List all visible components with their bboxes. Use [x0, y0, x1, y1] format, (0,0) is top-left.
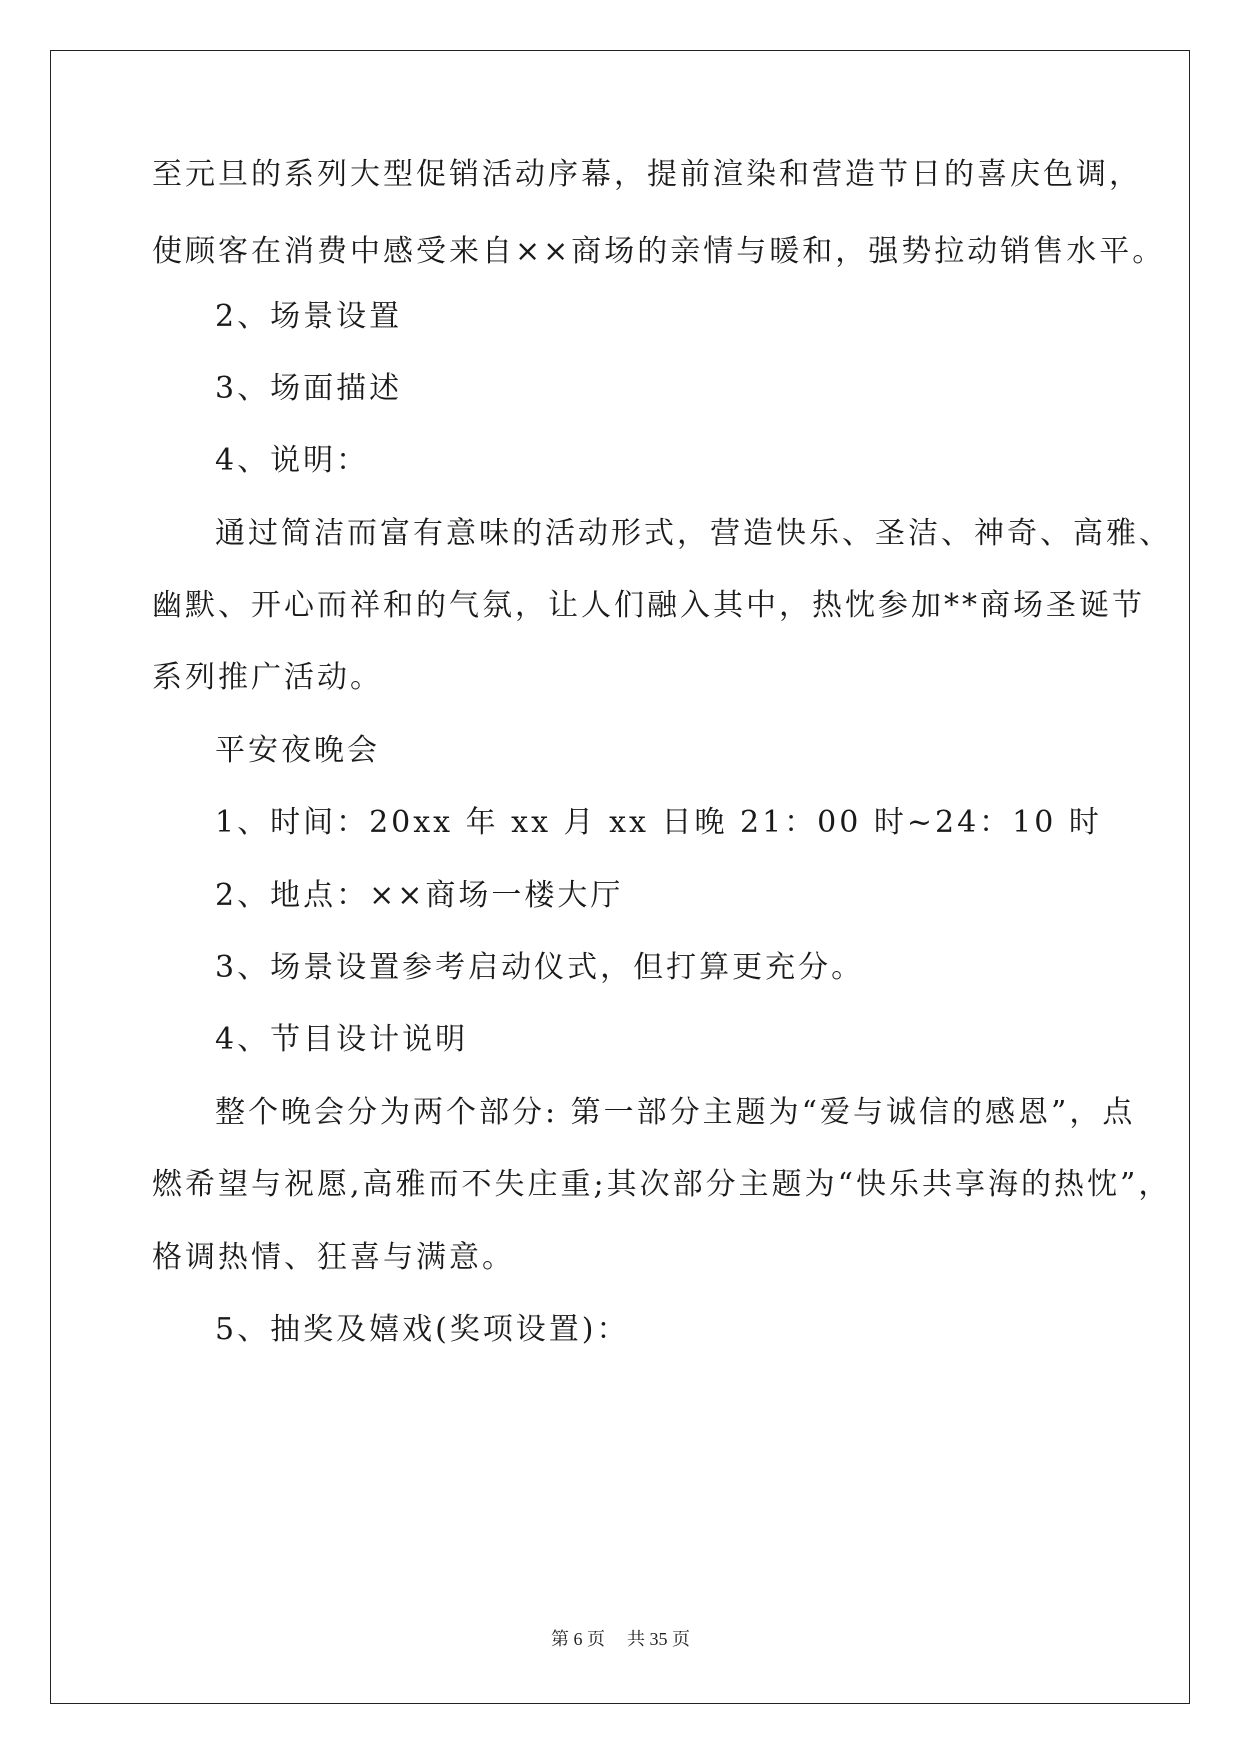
item-program-design: 4、节目设计说明: [215, 1022, 469, 1057]
heading-explanation: 4、说明：: [215, 443, 370, 478]
page-number-total: 共 35 页: [627, 1629, 690, 1649]
paragraph-line: 使顾客在消费中感受来自××商场的亲情与暖和，强势拉动销售水平。: [152, 234, 1166, 269]
item-location: 2、地点：××商场一楼大厅: [215, 878, 624, 913]
paragraph-line: 系列推广活动。: [152, 660, 383, 695]
heading-scene-setup: 2、场景设置: [215, 299, 403, 334]
paragraph-line: 格调热情、狂喜与满意。: [152, 1240, 515, 1275]
page-number-current: 第 6 页: [551, 1629, 605, 1649]
paragraph-line: 至元旦的系列大型促销活动序幕，提前渲染和营造节日的喜庆色调，: [152, 157, 1142, 192]
section-title-eve-party: 平安夜晚会: [215, 733, 380, 768]
page-footer: [0, 1627, 1241, 1651]
item-lottery: 5、抽奖及嬉戏(奖项设置)：: [215, 1312, 630, 1347]
paragraph-line: 整个晚会分为两个部分: 第一部分主题为“爱与诚信的感恩”，点: [215, 1095, 1136, 1130]
paragraph-line: 幽默、开心而祥和的气氛，让人们融入其中，热忱参加**商场圣诞节: [152, 588, 1145, 623]
heading-scene-description: 3、场面描述: [215, 371, 403, 406]
item-time: 1、时间：20xx 年 xx 月 xx 日晚 21：00 时~24：10 时: [215, 805, 1102, 840]
paragraph-line: 燃希望与祝愿,高雅而不失庄重;其次部分主题为“快乐共享海的热忱”，: [152, 1167, 1172, 1202]
paragraph-line: 通过简洁而富有意味的活动形式，营造快乐、圣洁、神奇、高雅、: [215, 516, 1172, 551]
item-scene-setup: 3、场景设置参考启动仪式，但打算更充分。: [215, 950, 865, 985]
